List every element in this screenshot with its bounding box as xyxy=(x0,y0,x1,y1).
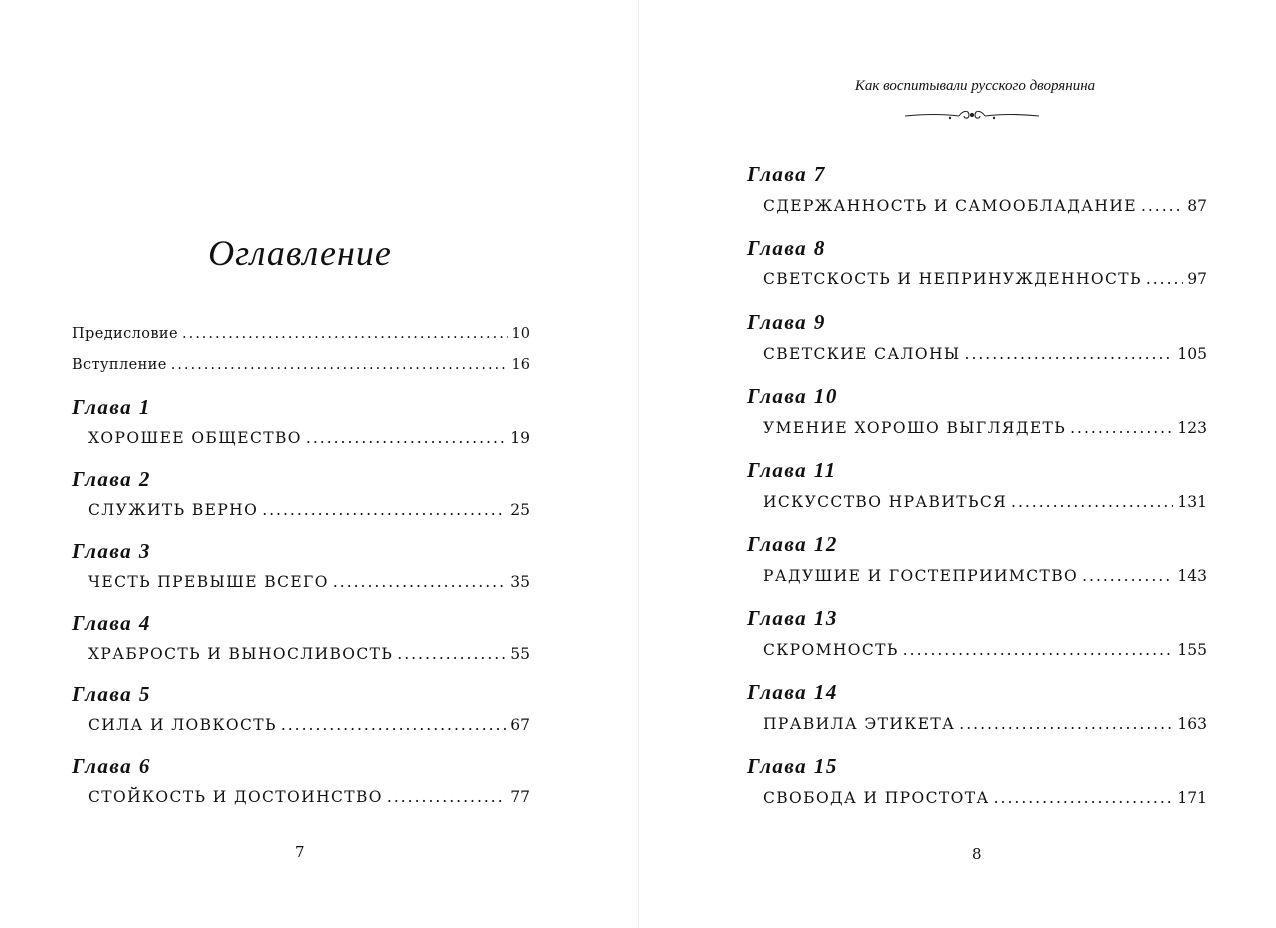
chapter-heading: Глава 5 xyxy=(72,682,151,706)
chapter-heading: Глава 12 xyxy=(747,532,838,556)
chapter-heading: Глава 15 xyxy=(747,754,838,778)
entry-page-number: 19 xyxy=(510,429,530,447)
dot-leader xyxy=(994,789,1174,807)
entry-page-number: 67 xyxy=(510,716,530,734)
entry-page-number: 16 xyxy=(511,357,530,373)
dot-leader xyxy=(387,788,506,806)
right-page xyxy=(639,0,1276,928)
entry-label: Вступление xyxy=(72,357,167,373)
entry-page-number: 131 xyxy=(1177,493,1207,511)
chapter-heading: Глава 11 xyxy=(747,458,837,482)
entry-label: СИЛА И ЛОВКОСТЬ xyxy=(88,716,277,734)
dot-leader xyxy=(171,357,508,373)
entry-page-number: 25 xyxy=(510,501,530,519)
chapter-heading: Глава 7 xyxy=(747,162,826,186)
chapter-heading: Глава 3 xyxy=(72,539,151,563)
chapter-heading: Глава 10 xyxy=(747,384,838,408)
dot-leader xyxy=(1141,197,1183,215)
entry-label: ПРАВИЛА ЭТИКЕТА xyxy=(763,715,956,733)
toc-entry-chapter-9[interactable] xyxy=(763,345,1207,363)
entry-label: СВЕТСКОСТЬ И НЕПРИНУЖДЕННОСТЬ xyxy=(763,270,1142,288)
entry-label: СВЕТСКИЕ САЛОНЫ xyxy=(763,345,961,363)
entry-label: СТОЙКОСТЬ И ДОСТОИНСТВО xyxy=(88,788,383,806)
toc-entry-chapter-6[interactable] xyxy=(88,788,530,806)
entry-page-number: 10 xyxy=(511,326,530,342)
entry-label: УМЕНИЕ ХОРОШО ВЫГЛЯДЕТЬ xyxy=(763,419,1067,437)
toc-entry-chapter-11[interactable] xyxy=(763,493,1207,511)
toc-entry-chapter-12[interactable] xyxy=(763,567,1207,585)
toc-entry-chapter-14[interactable] xyxy=(763,715,1207,733)
entry-label: ИСКУССТВО НРАВИТЬСЯ xyxy=(763,493,1008,511)
entry-page-number: 35 xyxy=(510,573,530,591)
toc-title: Оглавление xyxy=(208,233,392,273)
entry-label: Предисловие xyxy=(72,326,178,342)
chapter-heading: Глава 6 xyxy=(72,754,151,778)
page-number: 8 xyxy=(972,845,982,863)
chapter-heading: Глава 13 xyxy=(747,606,838,630)
entry-label: СЛУЖИТЬ ВЕРНО xyxy=(88,501,259,519)
dot-leader xyxy=(1011,493,1173,511)
entry-label: СВОБОДА И ПРОСТОТА xyxy=(763,789,990,807)
toc-entry-preface[interactable] xyxy=(72,326,530,342)
entry-page-number: 77 xyxy=(510,788,530,806)
dot-leader xyxy=(965,345,1174,363)
chapter-heading: Глава 4 xyxy=(72,611,151,635)
dot-leader xyxy=(1146,270,1183,288)
entry-label: ЧЕСТЬ ПРЕВЫШЕ ВСЕГО xyxy=(88,573,329,591)
toc-entry-chapter-4[interactable] xyxy=(88,645,530,663)
dot-leader xyxy=(1070,419,1173,437)
toc-entry-chapter-7[interactable] xyxy=(763,197,1207,215)
toc-entry-chapter-15[interactable] xyxy=(763,789,1207,807)
entry-page-number: 143 xyxy=(1177,567,1207,585)
toc-entry-chapter-8[interactable] xyxy=(763,270,1207,288)
toc-entry-chapter-13[interactable] xyxy=(763,641,1207,659)
entry-label: ХРАБРОСТЬ И ВЫНОСЛИВОСТЬ xyxy=(88,645,394,663)
dot-leader xyxy=(1082,567,1173,585)
flourish-divider-icon xyxy=(903,107,1041,123)
entry-page-number: 155 xyxy=(1177,641,1207,659)
dot-leader xyxy=(281,716,506,734)
entry-page-number: 55 xyxy=(510,645,530,663)
dot-leader xyxy=(262,501,506,519)
dot-leader xyxy=(903,641,1174,659)
entry-page-number: 171 xyxy=(1177,789,1207,807)
entry-label: СДЕРЖАННОСТЬ И САМООБЛАДАНИЕ xyxy=(763,197,1137,215)
dot-leader xyxy=(959,715,1173,733)
running-head: Как воспитывали русского дворянина xyxy=(854,78,1096,94)
chapter-heading: Глава 14 xyxy=(747,680,838,704)
entry-page-number: 163 xyxy=(1177,715,1207,733)
dot-leader xyxy=(306,429,506,447)
toc-entry-chapter-10[interactable] xyxy=(763,419,1207,437)
chapter-heading: Глава 8 xyxy=(747,236,826,260)
entry-label: ХОРОШЕЕ ОБЩЕСТВО xyxy=(88,429,302,447)
dot-leader xyxy=(182,326,508,342)
entry-page-number: 97 xyxy=(1187,270,1207,288)
page-number: 7 xyxy=(295,843,305,861)
entry-page-number: 105 xyxy=(1177,345,1207,363)
entry-label: РАДУШИЕ И ГОСТЕПРИИМСТВО xyxy=(763,567,1079,585)
toc-entry-chapter-5[interactable] xyxy=(88,716,530,734)
entry-label: СКРОМНОСТЬ xyxy=(763,641,899,659)
chapter-heading: Глава 9 xyxy=(747,310,826,334)
chapter-heading: Глава 1 xyxy=(72,395,151,419)
dot-leader xyxy=(397,645,506,663)
dot-leader xyxy=(333,573,506,591)
toc-entry-chapter-1[interactable] xyxy=(88,429,530,447)
toc-entry-introduction[interactable] xyxy=(72,357,530,373)
entry-page-number: 87 xyxy=(1187,197,1207,215)
toc-entry-chapter-2[interactable] xyxy=(88,501,530,519)
toc-entry-chapter-3[interactable] xyxy=(88,573,530,591)
entry-page-number: 123 xyxy=(1177,419,1207,437)
chapter-heading: Глава 2 xyxy=(72,467,151,491)
